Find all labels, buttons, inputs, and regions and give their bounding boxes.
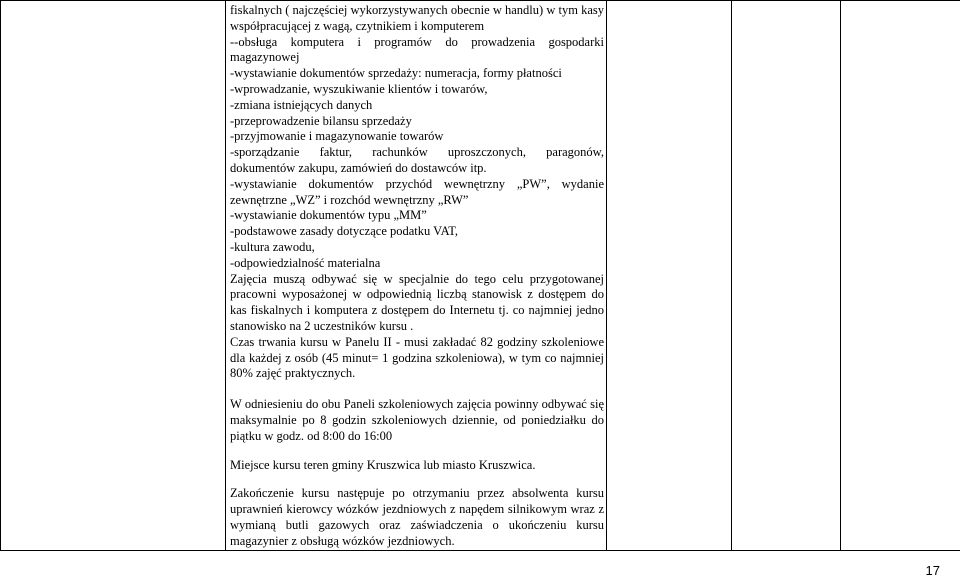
table-cell-empty xyxy=(841,1,960,551)
list-item: fiskalnych ( najczęściej wykorzystywanych obecnie w handlu) w tym kasy współpracującej z wagą, czytnikiem i komputerem xyxy=(230,3,604,33)
list-item: -kultura zawodu, xyxy=(230,239,315,254)
course-description xyxy=(226,1,606,550)
list-item: -przeprowadzenie bilansu sprzedaży xyxy=(230,113,412,128)
list-item: -wystawianie dokumentów typu „MM” xyxy=(230,208,427,223)
requirements-paragraph: Zajęcia muszą odbywać się w specjalnie do tego celu przygotowanej pracowni wyposażonej w odpowiednią liczbą stanowisk z dostępem do kas fiskalnych i komputera z dostępem do Internetu tj. co najmniej jedno stanowisko na 2 uczestników kursu . xyxy=(230,271,604,333)
list-item: --obsługa komputera i programów do prowadzenia gospodarki magazynowej xyxy=(230,34,604,65)
list-item: -przyjmowanie i magazynowanie towarów xyxy=(230,129,444,144)
list-item: -odpowiedzialność materialna xyxy=(230,255,381,270)
page-number: 17 xyxy=(925,563,940,578)
table-cell-empty xyxy=(607,1,732,551)
location-paragraph: Miejsce kursu teren gminy Kruszwica lub miasto Kruszwica. xyxy=(230,457,536,472)
duration-paragraph: Czas trwania kursu w Panelu II - musi zakładać 82 godziny szkoleniowe dla każdej z osób (45 minut= 1 godzina szkoleniowa), w tym co najmniej 80% zajęć praktycznych. xyxy=(230,334,604,381)
table-cell-empty xyxy=(732,1,841,551)
list-item: -sporządzanie faktur, rachunków uproszczonych, paragonów, dokumentów zakupu, zamówień do dostawców itp. xyxy=(230,145,604,175)
completion-paragraph: Zakończenie kursu następuje po otrzymaniu przez absolwenta kursu uprawnień kierowcy wózków jezdniowych z napędem silnikowym wraz z wymianą butli gazowych oraz zaświadczenia o ukończeniu kursu magazynier z obsługą wózków jezdniowych. xyxy=(230,486,604,548)
list-item: -wystawianie dokumentów sprzedaży: numeracja, formy płatności xyxy=(230,66,562,81)
list-item: -wprowadzanie, wyszukiwanie klientów i towarów, xyxy=(230,81,488,96)
table-cell-content xyxy=(226,1,607,551)
list-item: -zmiana istniejących danych xyxy=(230,97,373,112)
list-item: -wystawianie dokumentów przychód wewnętrzny „PW”, wydanie zewnętrzne „WZ” i rozchód wewnętrzny „RW” xyxy=(230,176,604,207)
table-row xyxy=(1,1,960,551)
hours-paragraph: W odniesieniu do obu Paneli szkoleniowych zajęcia powinny odbywać się maksymalnie po 8 godzin szkoleniowych dziennie, od poniedziałku do piątku w godz. od 8:00 do 16:00 xyxy=(230,397,604,443)
list-item: -podstawowe zasady dotyczące podatku VAT, xyxy=(230,224,459,239)
table-cell-left xyxy=(1,1,226,551)
